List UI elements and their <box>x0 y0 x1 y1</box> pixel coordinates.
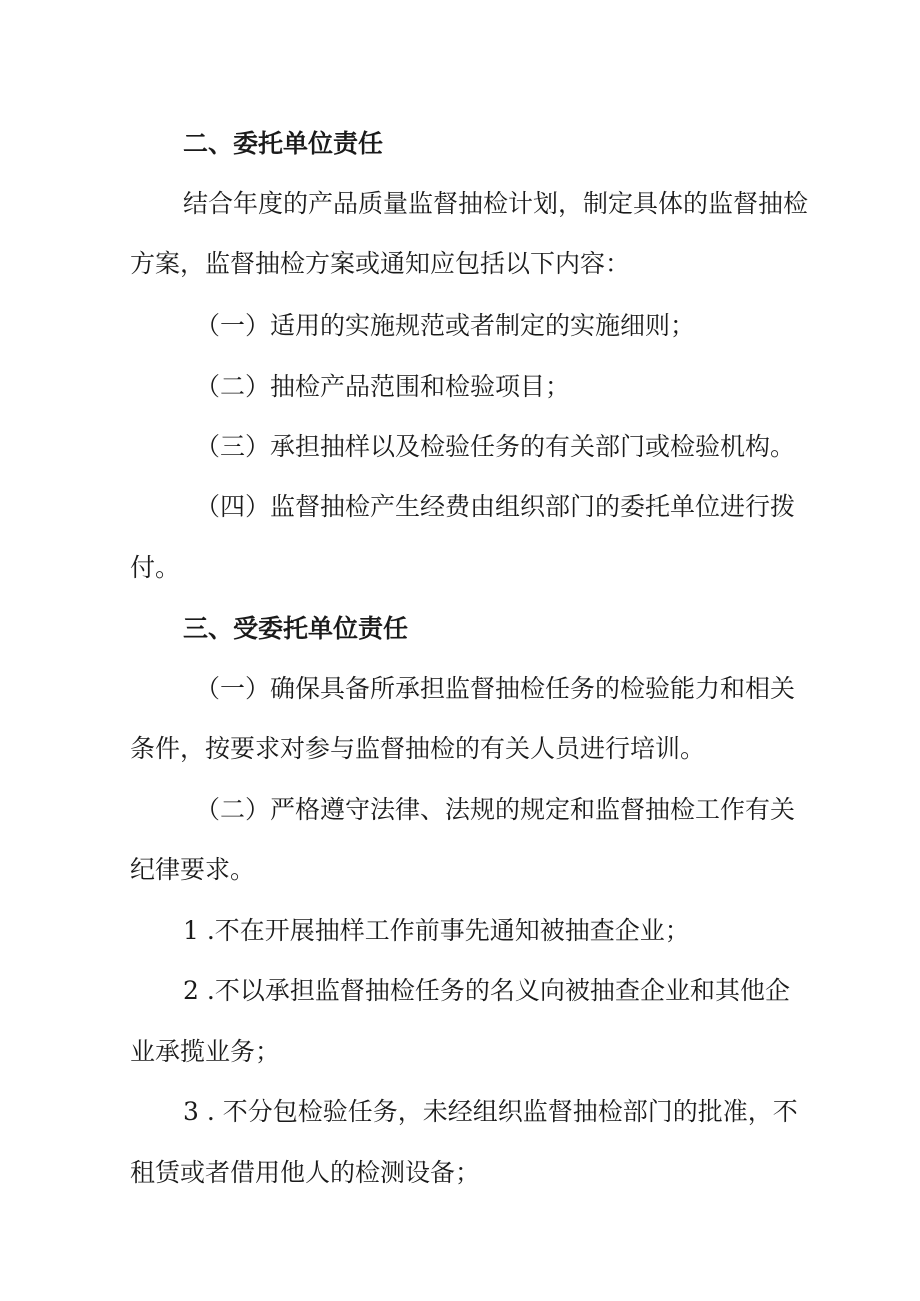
section-3-item-1-line2: 条件，按要求对参与监督抽检的有关人员进行培训。 <box>130 734 706 763</box>
section-3-heading: 三、受委托单位责任 <box>183 614 409 643</box>
section-2-item-2: （二）抽检产品范围和检验项目； <box>195 372 571 401</box>
section-3-item-1-line1: （一）确保具备所承担监督抽检任务的检验能力和相关 <box>195 674 796 703</box>
section-3-sub-3-line2: 租赁或者借用他人的检测设备； <box>130 1158 481 1187</box>
section-3-sub-3-line1: 3 . 不分包检验任务，未经组织监督抽检部门的批准，不 <box>183 1097 798 1126</box>
section-3-sub-2-line1: 2 .不以承担监督抽检任务的名义向被抽查企业和其他企 <box>183 976 790 1005</box>
section-2-item-4-line1: （四）监督抽检产生经费由组织部门的委托单位进行拨 <box>195 492 796 521</box>
section-2-intro-line1: 结合年度的产品质量监督抽检计划，制定具体的监督抽检 <box>183 189 809 218</box>
section-3-item-2-line2: 纪律要求。 <box>130 855 256 884</box>
section-2-item-4-line2: 付。 <box>130 553 181 582</box>
section-3-sub-1: 1 .不在开展抽样工作前事先通知被抽查企业； <box>183 916 690 945</box>
section-2-heading: 二、委托单位责任 <box>183 129 384 158</box>
section-2-intro-line2: 方案，监督抽检方案或通知应包括以下内容： <box>130 249 631 278</box>
section-2-item-1: （一）适用的实施规范或者制定的实施细则； <box>195 311 696 340</box>
section-3-item-2-line1: （二）严格遵守法律、法规的规定和监督抽检工作有关 <box>195 795 796 824</box>
section-3-sub-2-line2: 业承揽业务； <box>130 1037 281 1066</box>
section-2-item-3: （三）承担抽样以及检验任务的有关部门或检验机构。 <box>195 432 796 461</box>
